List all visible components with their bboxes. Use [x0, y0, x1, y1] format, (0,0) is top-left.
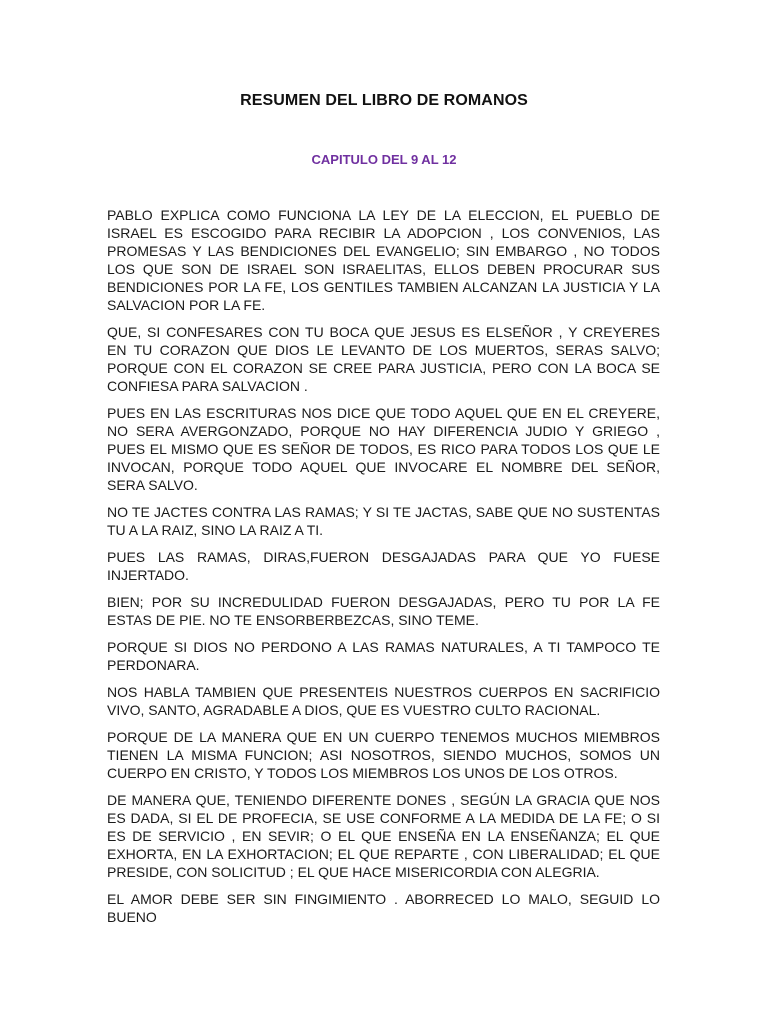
page-subtitle: CAPITULO DEL 9 AL 12 [311, 152, 457, 167]
document-body [107, 206, 660, 935]
paragraph: DE MANERA QUE, TENIENDO DIFERENTE DONES , SEGÚN LA GRACIA QUE NOS ES DADA, SI EL DE PROFECIA, SE USE CONFORME A LA MEDIDA DE LA FE; O SI ES DE SERVICIO , EN SEVIR; O EL QUE ENSEÑA EN LA ENSEÑANZA; EL QUE EXHORTA, EN LA EXHORTACION; EL QUE REPARTE , CON LIBERALIDAD; EL QUE PRESIDE, CON SOLICITUD ; EL QUE HACE MISERICORDIA CON ALEGRIA. [107, 792, 660, 880]
paragraph: PABLO EXPLICA COMO FUNCIONA LA LEY DE LA ELECCION, EL PUEBLO DE ISRAEL ES ESCOGIDO PARA RECIBIR LA ADOPCION , LOS CONVENIOS, LAS PROMESAS Y LAS BENDICIONES DEL EVANGELIO; SIN EMBARGO , NO TODOS LOS QUE SON DE ISRAEL SON ISRAELITAS, ELLOS DEBEN PROCURAR SUS BENDICIONES POR LA FE, LOS GENTILES TAMBIEN ALCANZAN LA JUSTICIA Y LA SALVACION POR LA FE. [107, 207, 660, 313]
paragraph: EL AMOR DEBE SER SIN FINGIMIENTO . ABORRECED LO MALO, SEGUID LO BUENO [107, 891, 660, 925]
paragraph: QUE, SI CONFESARES CON TU BOCA QUE JESUS ES ELSEÑOR , Y CREYERES EN TU CORAZON QUE DIOS LE LEVANTO DE LOS MUERTOS, SERAS SALVO; PORQUE CON EL CORAZON SE CREE PARA JUSTICIA, PERO CON LA BOCA SE CONFIESA PARA SALVACION . [107, 324, 660, 394]
paragraph: PORQUE DE LA MANERA QUE EN UN CUERPO TENEMOS MUCHOS MIEMBROS TIENEN LA MISMA FUNCION; ASI NOSOTROS, SIENDO MUCHOS, SOMOS UN CUERPO EN CRISTO, Y TODOS LOS MIEMBROS LOS UNOS DE LOS OTROS. [107, 729, 660, 781]
paragraph: NO TE JACTES CONTRA LAS RAMAS; Y SI TE JACTAS, SABE QUE NO SUSTENTAS TU A LA RAIZ, SINO LA RAIZ A TI. [107, 504, 660, 538]
paragraph: PUES LAS RAMAS, DIRAS,FUERON DESGAJADAS PARA QUE YO FUESE INJERTADO. [107, 549, 660, 583]
paragraph: BIEN; POR SU INCREDULIDAD FUERON DESGAJADAS, PERO TU POR LA FE ESTAS DE PIE. NO TE ENSORBERBEZCAS, SINO TEME. [107, 594, 660, 628]
page-title: RESUMEN DEL LIBRO DE ROMANOS [240, 92, 528, 109]
paragraph: NOS HABLA TAMBIEN QUE PRESENTEIS NUESTROS CUERPOS EN SACRIFICIO VIVO, SANTO, AGRADABLE A DIOS, QUE ES VUESTRO CULTO RACIONAL. [107, 684, 660, 718]
paragraph: PUES EN LAS ESCRITURAS NOS DICE QUE TODO AQUEL QUE EN EL CREYERE, NO SERA AVERGONZADO, PORQUE NO HAY DIFERENCIA JUDIO Y GRIEGO , PUES EL MISMO QUE ES SEÑOR DE TODOS, ES RICO PARA TODOS LOS QUE LE INVOCAN, PORQUE TODO AQUEL QUE INVOCARE EL NOMBRE DEL SEÑOR, SERA SALVO. [107, 405, 660, 493]
paragraph: PORQUE SI DIOS NO PERDONO A LAS RAMAS NATURALES, A TI TAMPOCO TE PERDONARA. [107, 639, 660, 673]
